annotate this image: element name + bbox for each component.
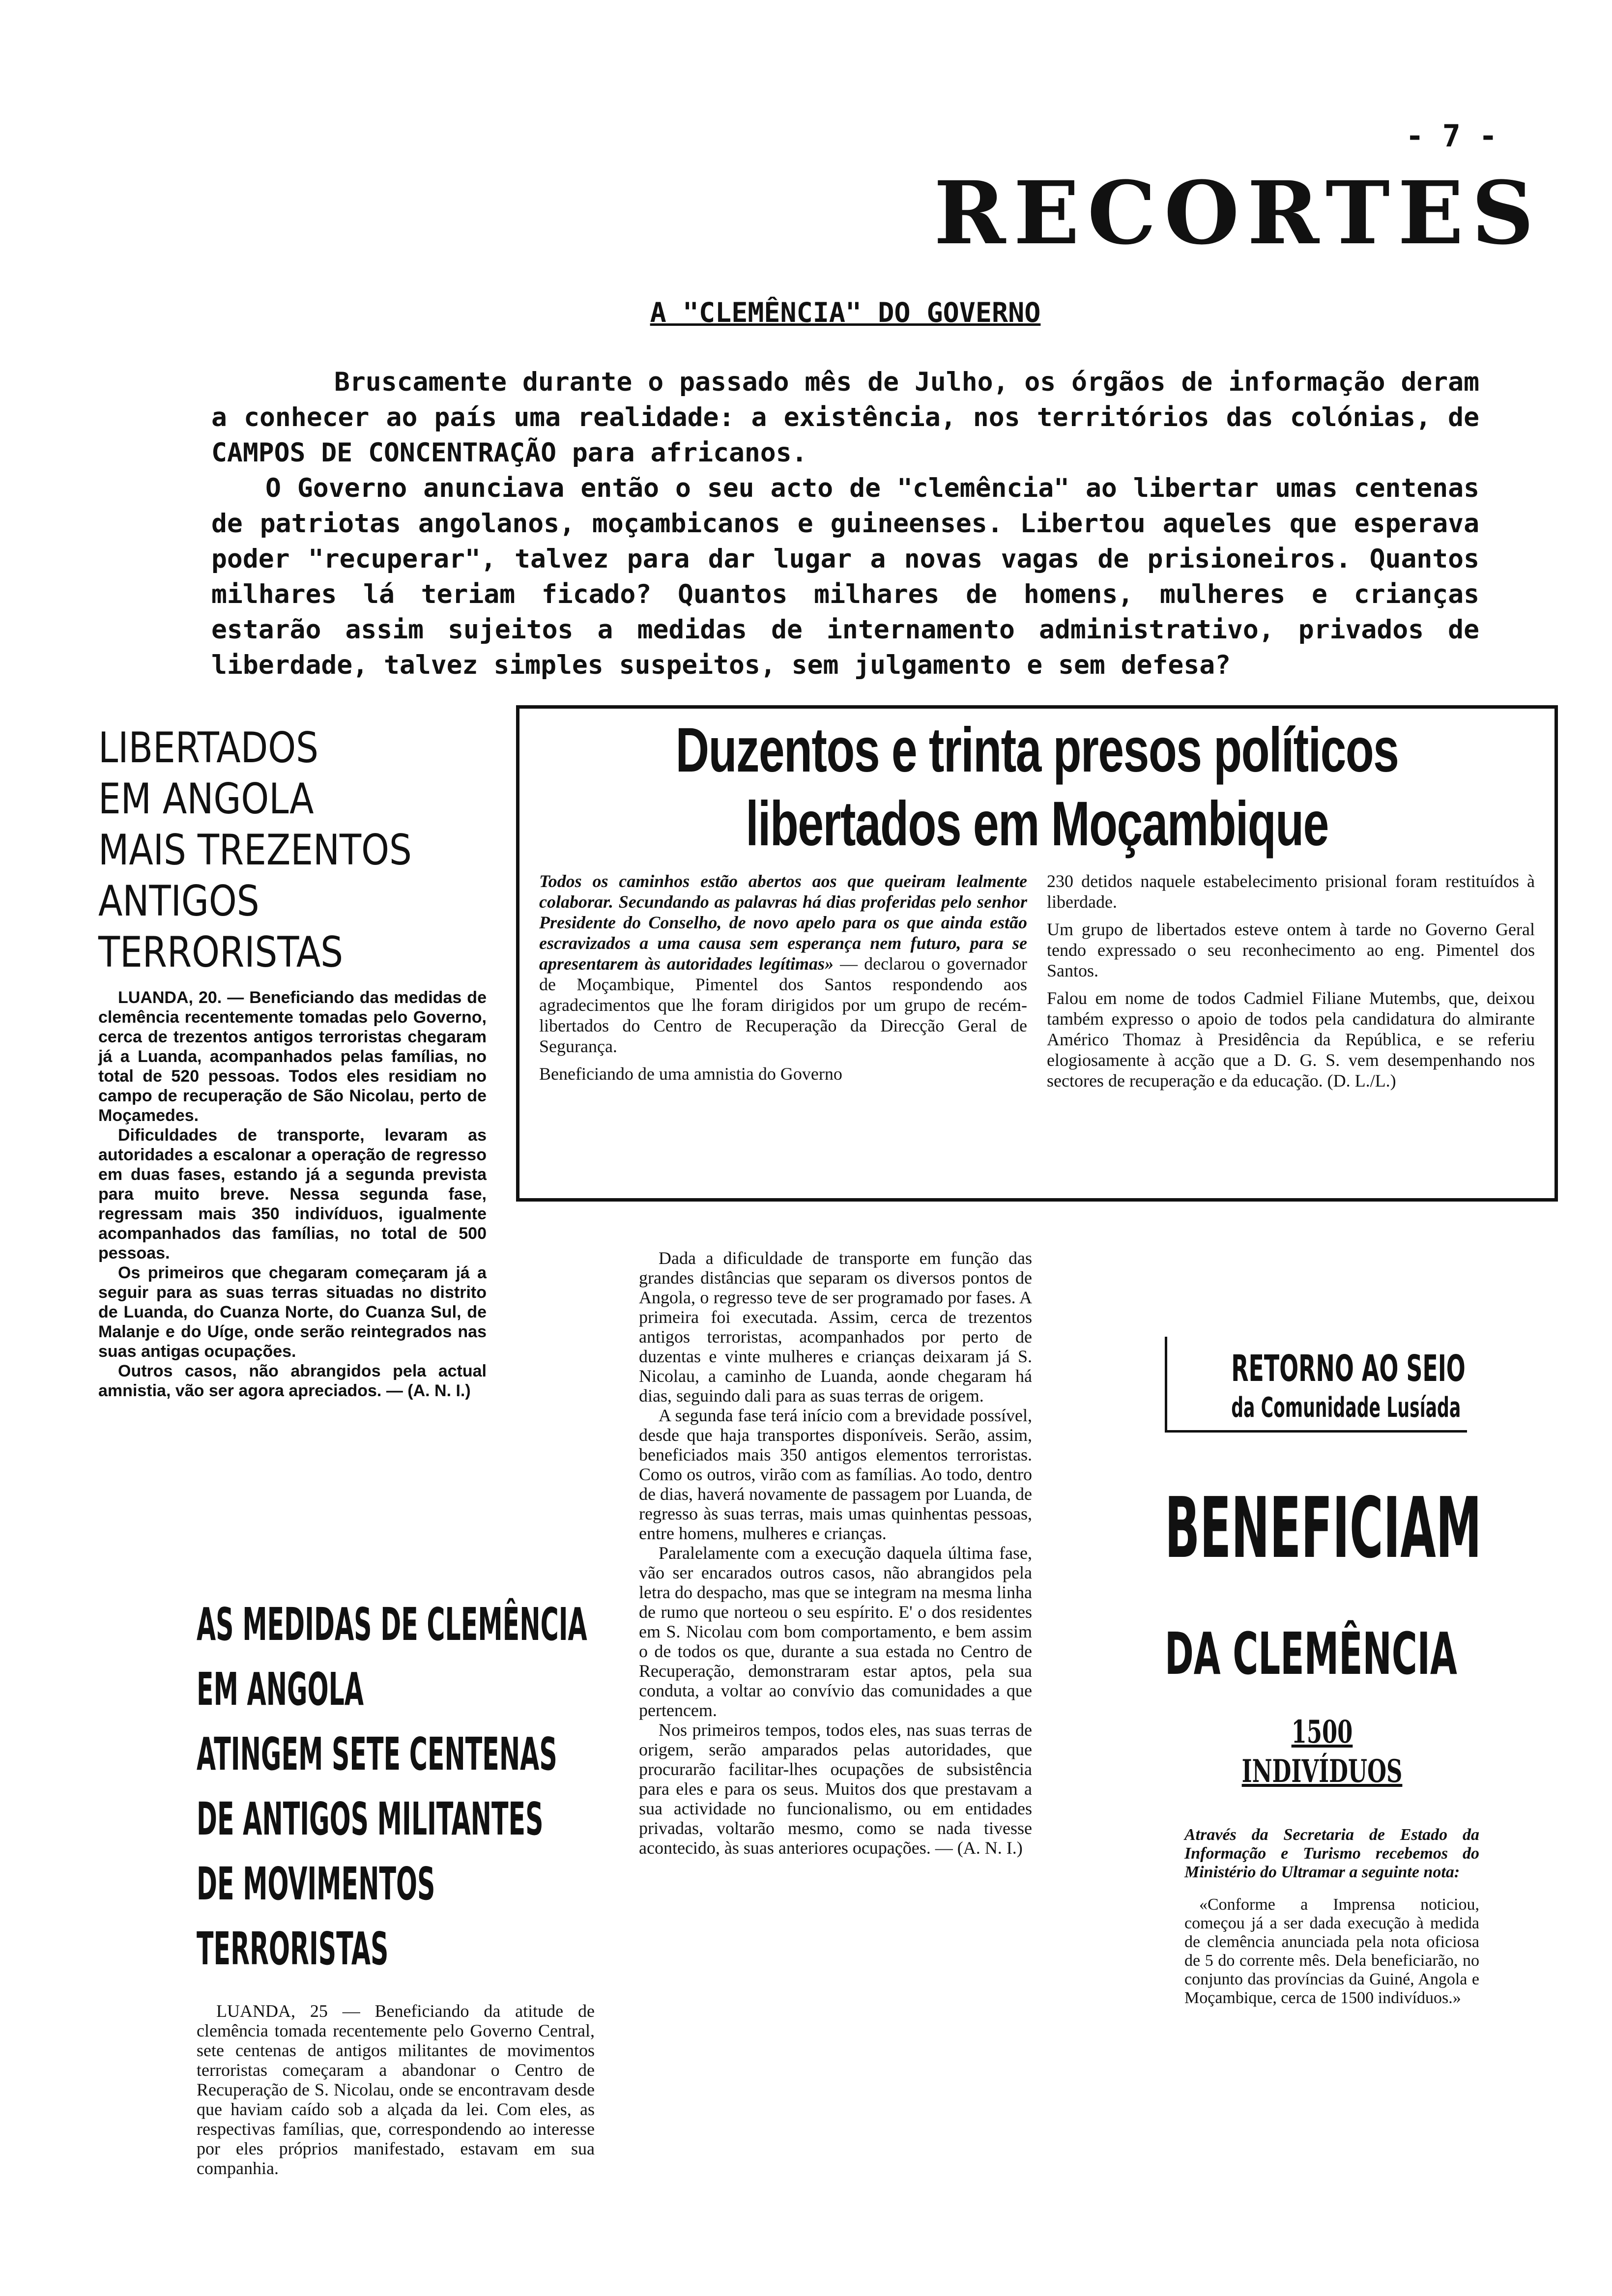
article-paragraph	[539, 871, 1027, 1057]
editorial	[211, 295, 1479, 683]
box-column-right	[1047, 871, 1535, 1098]
article-lead-tail: — declarou o governador de Moçambique, Pimentel dos Santos respondendo aos agradecimentos que lhe foram dirigidos por um grupo de recém-libertados do Centro de Recuperação da Direcção Geral de Segurança.	[539, 954, 1027, 1056]
article-paragraph: 230 detidos naquele estabelecimento prisional foram restituídos à liberdade.	[1047, 871, 1535, 912]
clipping-beneficiam	[1165, 1337, 1482, 2008]
headline-line: DE ANTIGOS MILITANTES	[197, 1793, 544, 1845]
headline-line: EM ANGOLA	[197, 1663, 364, 1716]
article-paragraph: LUANDA, 25 — Beneficiando da atitude de clemência tomada recentemente pelo Governo Central, sete centenas de antigos militantes de movimentos terroristas começaram a abandonar o Centro de Recuperação de S. Nicolau, onde se encontravam desde que haviam caído sob a alçada da lei. Com eles, as respectivas famílias, que, correspondendo ao interesse por eles próprios manifestado, estavam em sua companhia.	[197, 2001, 595, 2178]
headline-line: AS MEDIDAS DE CLEMÊNCIA	[197, 1598, 587, 1651]
clipping-body	[197, 2001, 595, 2178]
headline-line: MAIS TREZENTOS	[98, 826, 412, 875]
headline-line: LIBERTADOS	[98, 723, 318, 773]
headline-line: Duzentos e trinta presos políticos	[675, 715, 1399, 785]
article-paragraph: LUANDA, 20. — Beneficiando das medidas de clemência recentemente tomadas pelo Governo, cerca de trezentos antigos terroristas chegaram já a Luanda, acompanhados pelas famílias, no total de 520 pessoas. Todos eles residiam no campo de recuperação de São Nicolau, perto de Moçamedes.	[98, 988, 487, 1125]
clipping-middle-column	[639, 1248, 1032, 1858]
headline-line: DE MOVIMENTOS TERRORISTAS	[197, 1858, 435, 1975]
article-quote: «Conforme a Imprensa noticiou, começou já a ser dada execução à medida de clemência anunciada pela nota oficiosa de 5 do corrente mês. Dela beneficiarão, no conjunto das províncias da Guiné, Angola e Moçambique, cerca de 1500 indivíduos.»	[1184, 1895, 1479, 2007]
article-paragraph: Beneficiando de uma amnistia do Governo	[539, 1064, 842, 1084]
page-number: - 7 -	[1406, 118, 1497, 154]
headline-line: ANTIGOS	[98, 877, 259, 926]
clipping-libertados-angola	[98, 722, 487, 1401]
headline-line: TERRORISTAS	[98, 928, 344, 977]
article-paragraph: Dificuldades de transporte, levaram as autoridades a escalonar a operação de regresso em duas fases, estando já a segunda prevista para muito breve. Nessa segunda fase, regressam mais 350 indivíduos, igualmente acompanhados das famílias, no total de 500 pessoas.	[98, 1126, 487, 1263]
editorial-title: A "CLEMÊNCIA" DO GOVERNO	[650, 297, 1041, 328]
editorial-paragraph: Bruscamente durante o passado mês de Julho, os órgãos de informação deram a conhecer ao país uma realidade: a existência, nos territórios das colónias, de CAMPOS DE CONCENTRAÇÃO para africanos.	[211, 367, 1479, 468]
article-intro: Através da Secretaria de Estado da Informação e Turismo recebemos do Ministério do Ultramar a seguinte nota:	[1184, 1826, 1479, 1881]
article-paragraph: Os primeiros que chegaram começaram já a seguir para as suas terras situadas no distrito de Luanda, do Cuanza Norte, do Cuanza Sul, de Malanje e do Uíge, onde serão reintegrados nas suas antigas ocupações.	[98, 1263, 487, 1361]
clipping-mocambique-box	[516, 705, 1558, 1202]
clipping-medidas-clemencia	[197, 1592, 595, 2178]
clipping-headline-secondary: DA CLEMÊNCIA	[1165, 1620, 1457, 1688]
box-column-left	[539, 871, 1027, 1098]
article-paragraph: Dada a dificuldade de transporte em função das grandes distâncias que separam os diversos pontos de Angola, o regresso teve de ser programado por fases. A primeira foi executada. Assim, cerca de trezentos antigos terroristas, acompanhados por perto de duzentas e vinte mulheres e crianças deixaram já S. Nicolau, a caminho de Luanda, aonde chegaram há dias, seguindo dali para as suas terras de origem.	[639, 1248, 1032, 1406]
clipping-headline	[197, 1592, 595, 1981]
article-paragraph: Falou em nome de todos Cadmiel Filiane Mutembs, que, deixou também expresso o apoio de todos pela candidatura do almirante Américo Thomaz à Presidência da República, e se referiu elogiosamente à acção que a D. G. S. vem desempenhando nos sectores de recuperação e da educação. (D. L./L.)	[1047, 988, 1535, 1091]
article-lead: Todos os caminhos estão abertos aos que queiram lealmente colaborar. Secundando as palavras há dias proferidas pelo senhor Presidente do Conselho, de novo apelo para os que ainda estão escravizados a uma causa sem esperança nem futuro, para se apresentarem às autoridades legítimas»	[539, 871, 1027, 974]
kicker-line: RETORNO AO SEIO	[1231, 1348, 1466, 1390]
article-paragraph: Nos primeiros tempos, todos eles, nas suas terras de origem, serão amparados pelas autoridades, que procurarão facilitar-lhes ocupações de subsistência para eles e para os seus. Muitos dos que prestavam a sua actividade no funcionalismo, ou em entidades privadas, voltarão mesmo, como se nada tivesse acontecido, às suas anteriores ocupações. — (A. N. I.)	[639, 1720, 1032, 1858]
headline-line: ATINGEM SETE CENTENAS	[197, 1728, 557, 1780]
masthead: RECORTES	[934, 162, 1542, 264]
article-paragraph: A segunda fase terá início com a brevidade possível, desde que haja transportes disponíveis. Serão, assim, beneficiados mais 350 antigos elementos terroristas. Como os outros, virão com as famílias. Ao todo, dentro de dias, haverá novamente de passagem por Luanda, de regresso às suas terras, mais umas quinhentas pessoas, entre homens, mulheres e crianças.	[639, 1406, 1032, 1543]
kicker-line: da Comunidade Lusíada	[1231, 1392, 1461, 1424]
clipping-headline	[668, 714, 1405, 861]
headline-line: EM ANGOLA	[98, 775, 314, 824]
clipping-kicker	[1165, 1337, 1467, 1433]
clipping-subheadline: 1500 INDIVÍDUOS	[1241, 1714, 1403, 1790]
article-paragraph: Um grupo de libertados esteve ontem à tarde no Governo Geral tendo expressado o seu reconhecimento ao eng. Pimentel dos Santos.	[1047, 919, 1535, 980]
article-paragraph: Outros casos, não abrangidos pela actual amnistia, vão ser agora apreciados. — (A. N. I.)	[98, 1362, 487, 1400]
clipping-headline: BENEFICIAM	[1165, 1480, 1482, 1577]
clipping-headline	[98, 722, 487, 978]
headline-line: libertados em Moçambique	[746, 789, 1328, 859]
editorial-paragraph: O Governo anunciava então o seu acto de "clemência" ao libertar umas centenas de patriotas angolanos, moçambicanos e guineenses. Libertou aqueles que esperava poder "recuperar", talvez para dar lugar a novas vagas de prisioneiros. Quantos milhares lá teriam ficado? Quantos milhares de homens, mulheres e crianças estarão assim sujeitos a medidas de internamento administrativo, privados de liberdade, talvez simples suspeitos, sem julgamento e sem defesa?	[211, 473, 1479, 680]
clipping-body	[98, 988, 487, 1401]
article-paragraph: Paralelamente com a execução daquela última fase, vão ser encarados outros casos, não abrangidos pela letra do despacho, mas que se integram na mesma linha de rumo que norteou o seu espírito. E' o dos residentes em S. Nicolau com bom comportamento, e bem assim o de todos os que, durante a sua estada no Centro de Recuperação, demonstraram estar aptos, pela sua conduta, a voltar ao convívio das comunidades a que pertencem.	[639, 1543, 1032, 1720]
